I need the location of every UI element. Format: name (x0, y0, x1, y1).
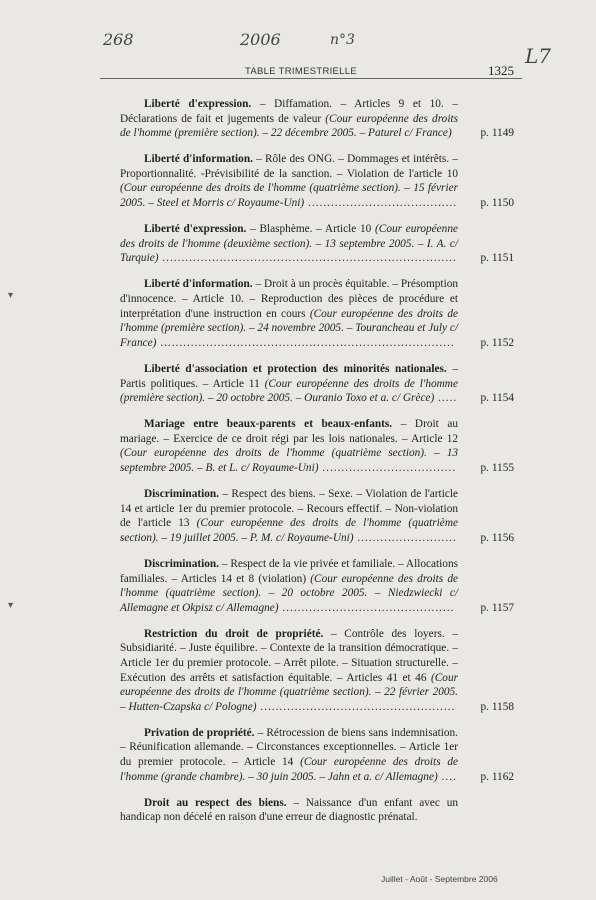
leader-dots: ............................................. (278, 601, 455, 614)
page-reference: p. 1149 (480, 127, 514, 140)
leader-dots: .... (437, 770, 457, 783)
entry-heading: Restriction du droit de propriété. (144, 627, 324, 640)
entry-citation: (Cour européenne des droits de l'homme (première section). – 24 novembre 2005. – Tourancheau et July c/ France) (120, 307, 459, 349)
entry-body: – Rôle des ONG. – Dommages et intérêts. – Proportionnalité. -Prévisibilité de la sanction. – Violation de l'article 10 (120, 153, 458, 180)
page-reference: p. 1150 (480, 197, 514, 210)
entry-citation: (Cour européenne des droits de l'homme (quatrième section). – 15 février 2005. – Steel et Morris c/ Royaume-Uni) (120, 182, 458, 210)
entry-citation: (Cour européenne des droits de l'homme (quatrième section). – 19 juillet 2005. – P. M. c/ Royaume-Uni) (120, 517, 458, 544)
entry-text (120, 557, 458, 615)
entry-citation: (Cour européenne des droits de l'homme (quatrième section). – 20 octobre 2005. – Niedzwiecki c/ Allemagne et Okpisz c/ Allemagne) (120, 572, 458, 614)
entry-heading: Privation de propriété. (144, 726, 255, 739)
index-entry (120, 277, 514, 350)
index-entry (120, 627, 514, 715)
entry-body: – Rétrocession de biens sans indemnisation. – Réunification allemande. – Circonstances exceptionnelles. – Article 1er du premier protocole. – Article 14 (120, 726, 459, 769)
page-reference: p. 1162 (480, 770, 514, 783)
entry-citation: (Cour européenne des droits de l'homme (deuxième section). – 13 septembre 2005. – I. A. c/ Turquie) (120, 223, 458, 265)
entry-heading: Mariage entre beaux-parents et beaux-enfants. (144, 418, 393, 431)
index-entry (120, 557, 514, 615)
leader-dots: ............................................................................. (158, 252, 457, 265)
handwritten-code: L7 (525, 44, 552, 68)
entry-text (120, 796, 458, 825)
page-reference: p. 1154 (480, 392, 514, 405)
page-reference: p. 1156 (480, 531, 514, 544)
entry-body: – Droit au mariage. – Exercice de ce droit régi par les lois nationales. – Article 12 (120, 418, 458, 445)
leader-dots: ....................................... (304, 197, 458, 210)
entry-text (120, 417, 458, 475)
handwritten-issue: n°3 (330, 32, 355, 48)
entry-heading: Liberté d'expression. (144, 98, 252, 110)
entry-citation: (Cour européenne des droits de l'homme (quatrième section). – 13 septembre 2005. – B. et L. c/ Royaume-Uni) (120, 447, 458, 474)
handwritten-year: 2006 (240, 30, 281, 49)
entry-body: – Droit à un procès équitable. – Présomption d'innocence. – Article 10. – Reproduction des pièces de procédure et interprétation d'une instruction en cours (120, 278, 458, 320)
entry-citation: (Cour européenne des droits de l'homme (grande chambre). – 30 juin 2005. – Jahn et a. c/ Allemagne) (120, 756, 458, 783)
entry-text (120, 726, 458, 784)
entry-body: – Naissance d'un enfant avec un handicap non décelé en raison d'une erreur de diagnostic prénatal. (120, 796, 459, 824)
entry-heading: Liberté d'information. (144, 153, 253, 166)
margin-mark: ▾ (8, 600, 14, 611)
index-entry (120, 97, 514, 141)
page-reference: p. 1158 (480, 700, 514, 713)
entry-citation: (Cour européenne des droits de l'homme (quatrième section). – 22 février 2005. – Hutten-Czapska c/ Pologne) (120, 671, 458, 713)
entry-body: – Respect de la vie privée et familiale. – Allocations familiales. – Articles 14 et 8 (violation) (120, 557, 458, 585)
entry-text (120, 277, 458, 350)
entry-citation: (Cour européenne des droits de l'homme (première section). – 20 octobre 2005. – Ouranio Toxo et a. c/ Grèce) (120, 377, 458, 405)
index-entry (120, 796, 514, 825)
entry-heading: Droit au respect des biens. (144, 796, 287, 809)
entry-text (120, 97, 458, 141)
entry-text (120, 362, 458, 406)
entry-heading: Discrimination. (144, 557, 219, 570)
entry-body: – Contrôle des loyers. – Subsidiarité. – Juste équilibre. – Contexte de la transition démocratique. – Article 1er du premier protocole. – Arrêt pilote. – Situation structurelle. – Exécution des arrêts et satisfaction équitable. – Articles 41 et 46 (120, 627, 458, 684)
entry-heading: Liberté d'expression. (144, 223, 247, 236)
page-reference: p. 1157 (480, 601, 514, 614)
entry-body: – Respect des biens. – Sexe. – Violation de l'article 14 et article 1er du premier protocole. – Recours effectif. – Non-violation de l'article 13 (120, 488, 458, 530)
entry-text (120, 152, 458, 210)
handwritten-number: 268 (103, 30, 134, 49)
page-number: 1325 (488, 63, 514, 78)
entry-heading: Liberté d'information. (144, 278, 253, 291)
entry-heading: Liberté d'association et protection des minorités nationales. (144, 362, 447, 375)
entry-body: – Partis politiques. – Article 11 (120, 362, 458, 390)
index-entry (120, 417, 514, 475)
index-entries (120, 97, 514, 836)
issue-date: Juillet - Août - Septembre 2006 (381, 874, 498, 884)
page-reference: p. 1155 (480, 461, 514, 474)
header-rule (100, 78, 522, 79)
entry-text (120, 222, 458, 266)
index-entry (120, 487, 514, 545)
leader-dots: .......................... (353, 531, 457, 544)
index-entry (120, 222, 514, 266)
index-entry (120, 152, 514, 210)
entry-body: – Diffamation. – Articles 9 et 10. – Déclarations de fait et jugements de valeur (120, 98, 458, 125)
entry-heading: Discrimination. (144, 488, 219, 501)
leader-dots: ................................................... (256, 700, 456, 713)
leader-dots: ............................................................................. (156, 336, 455, 349)
leader-dots: ..... (434, 392, 458, 405)
running-head: TABLE TRIMESTRIELLE (245, 66, 357, 77)
entry-text (120, 487, 458, 545)
index-entry (120, 726, 514, 784)
page-reference: p. 1152 (480, 336, 514, 349)
page-reference: p. 1151 (480, 252, 514, 265)
index-entry (120, 362, 514, 406)
entry-citation: (Cour européenne des droits de l'homme (première section). – 22 décembre 2005. – Paturel c/ France) (120, 112, 459, 140)
entry-text (120, 627, 458, 715)
leader-dots: ................................... (318, 461, 457, 474)
margin-mark: ▾ (8, 290, 14, 301)
entry-body: – Blasphème. – Article 10 (246, 223, 376, 236)
